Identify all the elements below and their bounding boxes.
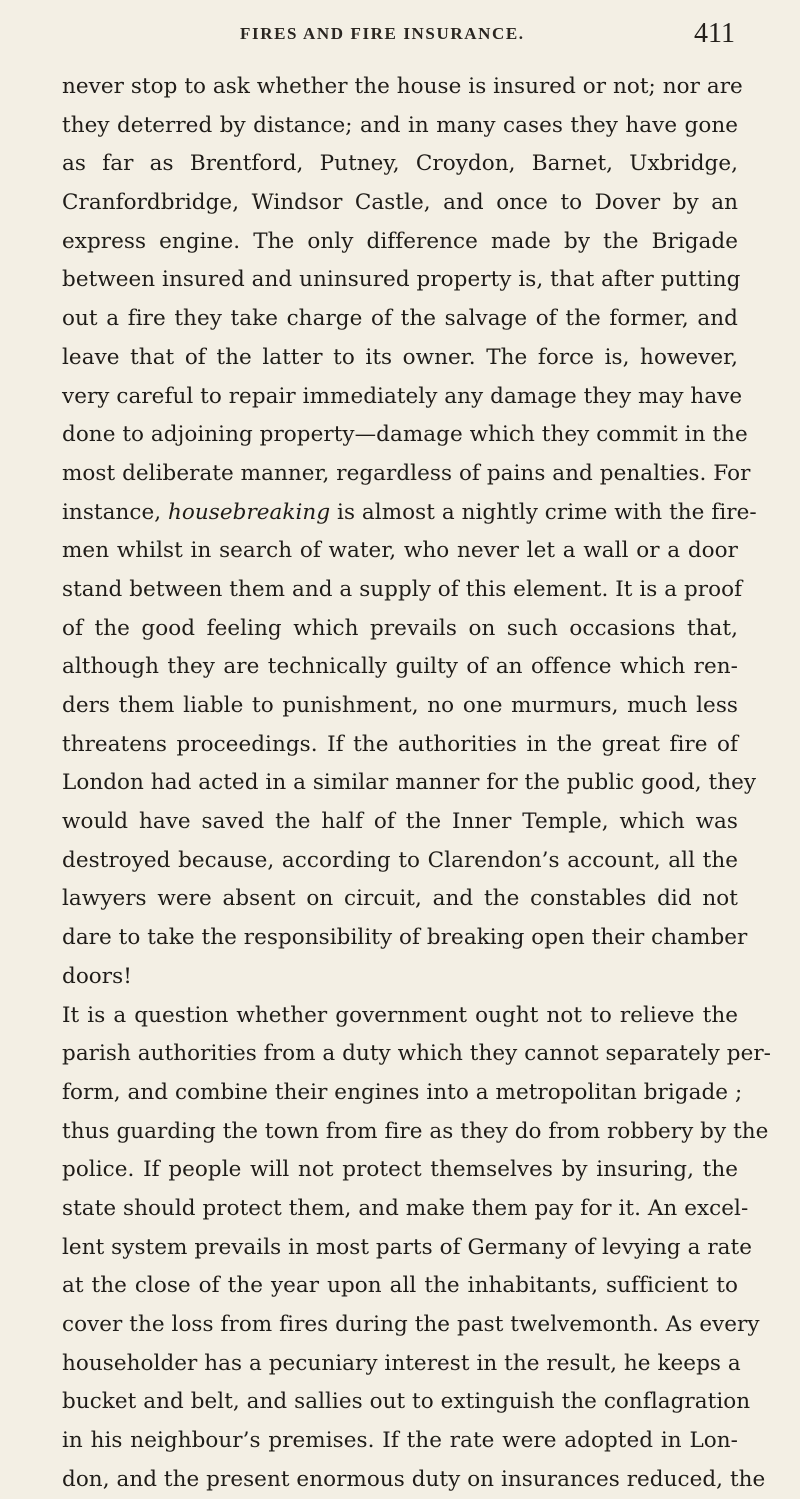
text-line: thus guarding the town from fire as they do from robbery by the bbox=[62, 1118, 769, 1144]
italic-word: housebreaking bbox=[168, 499, 331, 525]
text-line: they deterred by distance; and in many cases they have gone bbox=[62, 112, 738, 138]
text-line: stand between them and a supply of this element. It is a proof bbox=[62, 576, 743, 602]
text-line: at the close of the year upon all the inhabitants, sufficient to bbox=[62, 1273, 738, 1299]
text-line: parish authorities from a duty which they cannot separately per- bbox=[62, 1041, 771, 1067]
text-line: between insured and uninsured property is, that after putting bbox=[62, 267, 741, 293]
text-line: form, and combine their engines into a metropolitan brigade ; bbox=[62, 1079, 743, 1105]
body-text bbox=[62, 68, 771, 1499]
text-line: most deliberate manner, regardless of pains and penalties. For bbox=[62, 460, 751, 486]
text-line: ders them liable to punishment, no one murmurs, much less bbox=[62, 693, 738, 718]
text-line: although they are technically guilty of an offence which ren- bbox=[62, 654, 738, 680]
line-segment: is almost a nightly crime with the fire- bbox=[330, 499, 757, 525]
text-line: express engine. The only difference made by the Brigade bbox=[62, 228, 738, 254]
text-line: of the good feeling which prevails on such occasions that, bbox=[62, 615, 738, 641]
text-line: London had acted in a similar manner for the public good, they bbox=[62, 770, 757, 796]
text-line: lawyers were absent on circuit, and the constables did not bbox=[62, 886, 738, 912]
text-line: don, and the present enormous duty on insurances reduced, the bbox=[62, 1466, 766, 1492]
text-line: leave that of the latter to its owner. The force is, however, bbox=[62, 344, 738, 370]
text-line: threatens proceedings. If the authorities in the great fire of bbox=[62, 731, 738, 757]
text-line: cover the loss from fires during the past twelvemonth. As every bbox=[62, 1312, 760, 1337]
text-line: householder has a pecuniary interest in the result, he keeps a bbox=[62, 1350, 741, 1376]
page-number: 411 bbox=[694, 18, 735, 49]
text-line: destroyed because, according to Clarendon’s account, all the bbox=[62, 847, 738, 873]
text-line: men whilst in search of water, who never let a wall or a door bbox=[62, 538, 738, 564]
text-line: Cranfordbridge, Windsor Castle, and once to Dover by an bbox=[62, 190, 738, 216]
text-line: dare to take the responsibility of breaking open their chamber bbox=[62, 925, 748, 951]
text-line: as far as Brentford, Putney, Croydon, Barnet, Uxbridge, bbox=[62, 151, 738, 177]
text-line-italic bbox=[62, 494, 757, 533]
text-line: very careful to repair immediately any damage they may have bbox=[62, 383, 743, 409]
text-line: lent system prevails in most parts of Germany of levying a rate bbox=[62, 1234, 752, 1260]
text-line: state should protect them, and make them pay for it. An excel- bbox=[62, 1195, 749, 1221]
text-line: police. If people will not protect themselves by insuring, the bbox=[62, 1157, 738, 1183]
running-title: FIRES AND FIRE INSURANCE. bbox=[240, 24, 525, 43]
text-line: would have saved the half of the Inner Temple, which was bbox=[62, 809, 738, 835]
text-line: in his neighbour’s premises. If the rate were adopted in Lon- bbox=[62, 1428, 738, 1454]
text-line: never stop to ask whether the house is insured or not; nor are bbox=[62, 74, 743, 99]
line-segment: instance, bbox=[62, 499, 168, 525]
running-head bbox=[240, 16, 735, 52]
text-line: out a fire they take charge of the salvage of the former, and bbox=[62, 306, 738, 332]
text-line: It is a question whether government ought not to relieve the bbox=[62, 1002, 738, 1028]
text-line: bucket and belt, and sallies out to extinguish the conflagration bbox=[62, 1389, 751, 1415]
text-line: done to adjoining property—damage which they commit in the bbox=[62, 422, 748, 448]
text-line: doors! bbox=[62, 963, 132, 989]
